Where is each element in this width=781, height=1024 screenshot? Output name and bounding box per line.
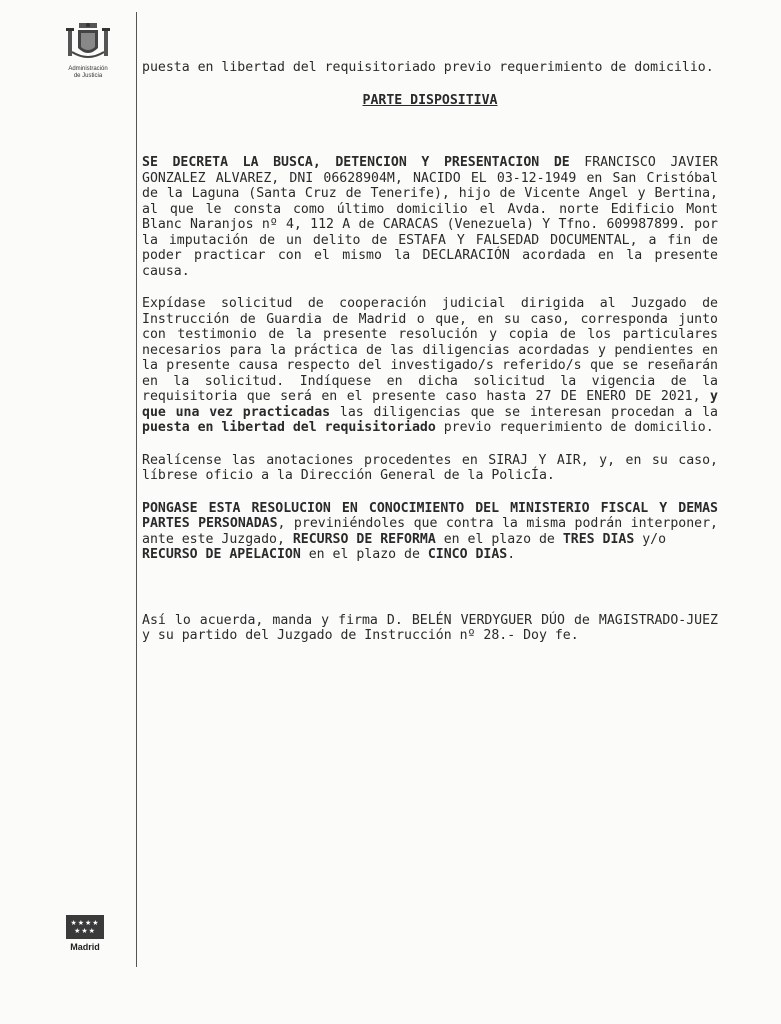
decree-paragraph bbox=[142, 155, 718, 279]
annotations-paragraph: Realícense las anotaciones procedentes en SIRAJ Y AIR, y, en su caso, líbrese oficio a la Dirección General de la PolicÍa. bbox=[142, 452, 718, 483]
seal-caption bbox=[58, 66, 118, 80]
decree-lead: SE DECRETA LA BUSCA, DETENCION Y PRESENTACION DE bbox=[142, 155, 570, 170]
cooperation-bold-2: puesta en libertad del requisitoriado bbox=[142, 420, 436, 435]
notification-text-1: , previniéndoles que contra la misma podrán interponer, ante este Juzgado, bbox=[142, 516, 718, 547]
seal-caption-line2: de Justicia bbox=[73, 73, 103, 79]
notification-text-2: en el plazo de bbox=[435, 531, 555, 547]
notification-paragraph bbox=[142, 501, 718, 563]
document-body bbox=[142, 60, 718, 644]
cooperation-paragraph bbox=[142, 296, 718, 436]
notification-bold-4: RECURSO DE APELACION bbox=[142, 547, 301, 562]
madrid-label: Madrid bbox=[70, 942, 100, 952]
notification-text-5: . bbox=[507, 547, 516, 562]
notification-text-4: en el plazo de bbox=[300, 547, 420, 562]
coat-of-arms-icon bbox=[64, 22, 112, 64]
cooperation-bold-1: y que una vez practicadas bbox=[142, 389, 718, 420]
decree-text: FRANCISCO JAVIER GONZALEZ ALVAREZ, DNI 06628904M, NACIDO EL 03-12-1949 en San Cristóbal de la Laguna (Santa Cruz de Tenerife), hijo de Vicente Angel y Bertina, al que le consta como último domicilio el Avda. norte Edificio Mont Blanc Naranjos nº 4, 112 A de CARACAS (Venezuela) Y Tfno. 609987899. por la imputación de un delito de ESTAFA Y FALSEDAD DOCUMENTAL, a fin de poder practicar con el mismo la DECLARACIÓN acordada en la presente causa. bbox=[142, 155, 718, 279]
notification-bold-3: TRES DIAS bbox=[554, 531, 635, 547]
notification-bold-2: RECURSO DE REFORMA bbox=[284, 531, 436, 547]
cooperation-text-3: previo requerimiento de domicilio. bbox=[435, 420, 714, 435]
notification-text-3: y/o bbox=[634, 531, 667, 547]
seal-caption-line1: Administración bbox=[68, 66, 108, 72]
section-title: PARTE DISPOSITIVA bbox=[362, 92, 498, 108]
notification-bold-5: CINCO DIAS bbox=[419, 547, 508, 562]
margin-rule bbox=[136, 12, 137, 967]
intro-paragraph: puesta en libertad del requisitoriado previo requerimiento de domicilio. bbox=[142, 60, 714, 75]
signature-paragraph: Así lo acuerda, manda y firma D. BELÉN VERDYGUER DÚO de MAGISTRADO-JUEZ y su partido del Juzgado de Instrucción nº 28.- Doy fe. bbox=[142, 612, 718, 643]
notification-bold-1: PONGASE ESTA RESOLUCION EN CONOCIMIENTO DEL MINISTERIO FISCAL Y DEMAS PARTES PERSONADAS bbox=[142, 500, 718, 531]
cooperation-text-1: Expídase solicitud de cooperación judicial dirigida al Juzgado de Instrucción de Guardia de Madrid o que, en su caso, corresponda junto con testimonio de la presente resolución y copia de los particulares necesarios para la práctica de las diligencias acordadas y pendientes en la presente causa respecto del investigado/s referido/s que se reseñarán en la solicitud. Indíquese en dicha solicitud la vigencia de la requisitoria que será en el presente caso hasta 27 DE ENERO DE 2021, bbox=[142, 296, 718, 404]
madrid-flag-icon: ★★★★ ★★★ bbox=[66, 915, 104, 939]
cooperation-text-2: las diligencias que se interesan procedan a la bbox=[330, 404, 718, 420]
